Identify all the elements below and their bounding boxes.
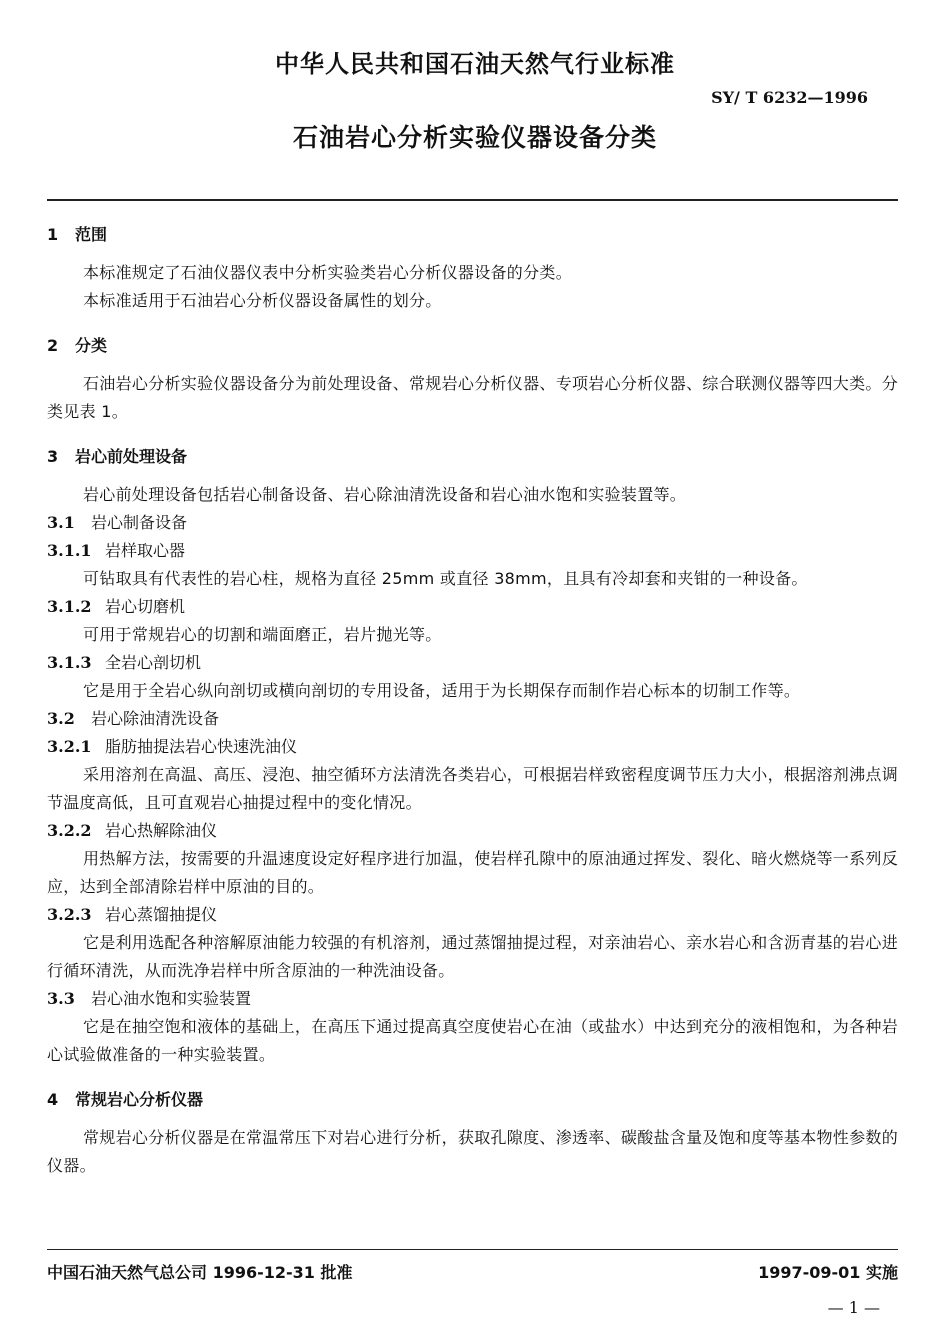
page-number: — 1 — xyxy=(827,1298,880,1317)
industry-standard-heading: 中华人民共和国石油天然气行业标准 xyxy=(275,50,675,78)
document-body xyxy=(47,222,898,1180)
subsection-3-2-1: 3.2.1 脂肪抽提法岩心快速洗油仪 xyxy=(47,737,298,756)
paragraph: 本标准适用于石油岩心分析仪器设备属性的划分。 xyxy=(83,291,442,310)
paragraph: 本标准规定了石油仪器仪表中分析实验类岩心分析仪器设备的分类。 xyxy=(83,263,573,282)
section-4-heading: 4 常规岩心分析仪器 xyxy=(47,1090,204,1109)
subsection-3-2-2: 3.2.2 岩心热解除油仪 xyxy=(47,821,218,840)
paragraph: 石油岩心分析实验仪器设备分为前处理设备、常规岩心分析仪器、专项岩心分析仪器、综合联测仪器等四大类。分类见表 1。 xyxy=(47,374,899,421)
standard-code: SY/ T 6232—1996 xyxy=(711,88,868,107)
paragraph: 常规岩心分析仪器是在常温常压下对岩心进行分析，获取孔隙度、渗透率、碳酸盐含量及饱和度等基本物性参数的仪器。 xyxy=(47,1128,899,1175)
document-title: 石油岩心分析实验仪器设备分类 xyxy=(292,123,657,152)
paragraph: 可用于常规岩心的切割和端面磨正，岩片抛光等。 xyxy=(83,625,442,644)
subsection-3-2-3: 3.2.3 岩心蒸馏抽提仪 xyxy=(47,905,218,924)
subsection-3-3: 3.3 岩心油水饱和实验装置 xyxy=(47,989,252,1008)
subsection-3-2: 3.2 岩心除油清洗设备 xyxy=(47,709,220,728)
section-3-heading: 3 岩心前处理设备 xyxy=(47,447,188,466)
paragraph: 它是在抽空饱和液体的基础上，在高压下通过提高真空度使岩心在油（或盐水）中达到充分的液相饱和，为各种岩心试验做准备的一种实验装置。 xyxy=(47,1017,899,1064)
paragraph: 岩心前处理设备包括岩心制备设备、岩心除油清洗设备和岩心油水饱和实验装置等。 xyxy=(83,485,687,504)
paragraph: 可钻取具有代表性的岩心柱，规格为直径 25mm 或直径 38mm，且具有冷却套和夹钳的一种设备。 xyxy=(83,569,808,588)
paragraph: 采用溶剂在高温、高压、浸泡、抽空循环方法清洗各类岩心，可根据岩样致密程度调节压力大小，根据溶剂沸点调节温度高低，且可直观岩心抽提过程中的变化情况。 xyxy=(47,765,899,812)
section-2-heading: 2 分类 xyxy=(47,336,108,355)
subsection-3-1-2: 3.1.2 岩心切磨机 xyxy=(47,597,186,616)
paragraph: 它是用于全岩心纵向剖切或横向剖切的专用设备，适用于为长期保存而制作岩心标本的切制工作等。 xyxy=(83,681,801,700)
subsection-3-1: 3.1 岩心制备设备 xyxy=(47,513,188,532)
bottom-rule xyxy=(47,1249,898,1250)
top-rule xyxy=(47,199,898,201)
approval-line: 中国石油天然气总公司 1996-12-31 批准 xyxy=(47,1263,353,1282)
paragraph: 用热解方法，按需要的升温速度设定好程序进行加温，使岩样孔隙中的原油通过挥发、裂化、暗火燃烧等一系列反应，达到全部清除岩样中原油的目的。 xyxy=(47,849,899,896)
implementation-date: 1997-09-01 实施 xyxy=(758,1263,898,1282)
section-1-heading: 1 范围 xyxy=(47,225,108,244)
subsection-3-1-3: 3.1.3 全岩心剖切机 xyxy=(47,653,202,672)
paragraph: 它是利用选配各种溶解原油能力较强的有机溶剂，通过蒸馏抽提过程，对亲油岩心、亲水岩心和含沥青基的岩心进行循环清洗，从而洗净岩样中所含原油的一种洗油设备。 xyxy=(47,933,899,980)
subsection-3-1-1: 3.1.1 岩样取心器 xyxy=(47,541,186,560)
